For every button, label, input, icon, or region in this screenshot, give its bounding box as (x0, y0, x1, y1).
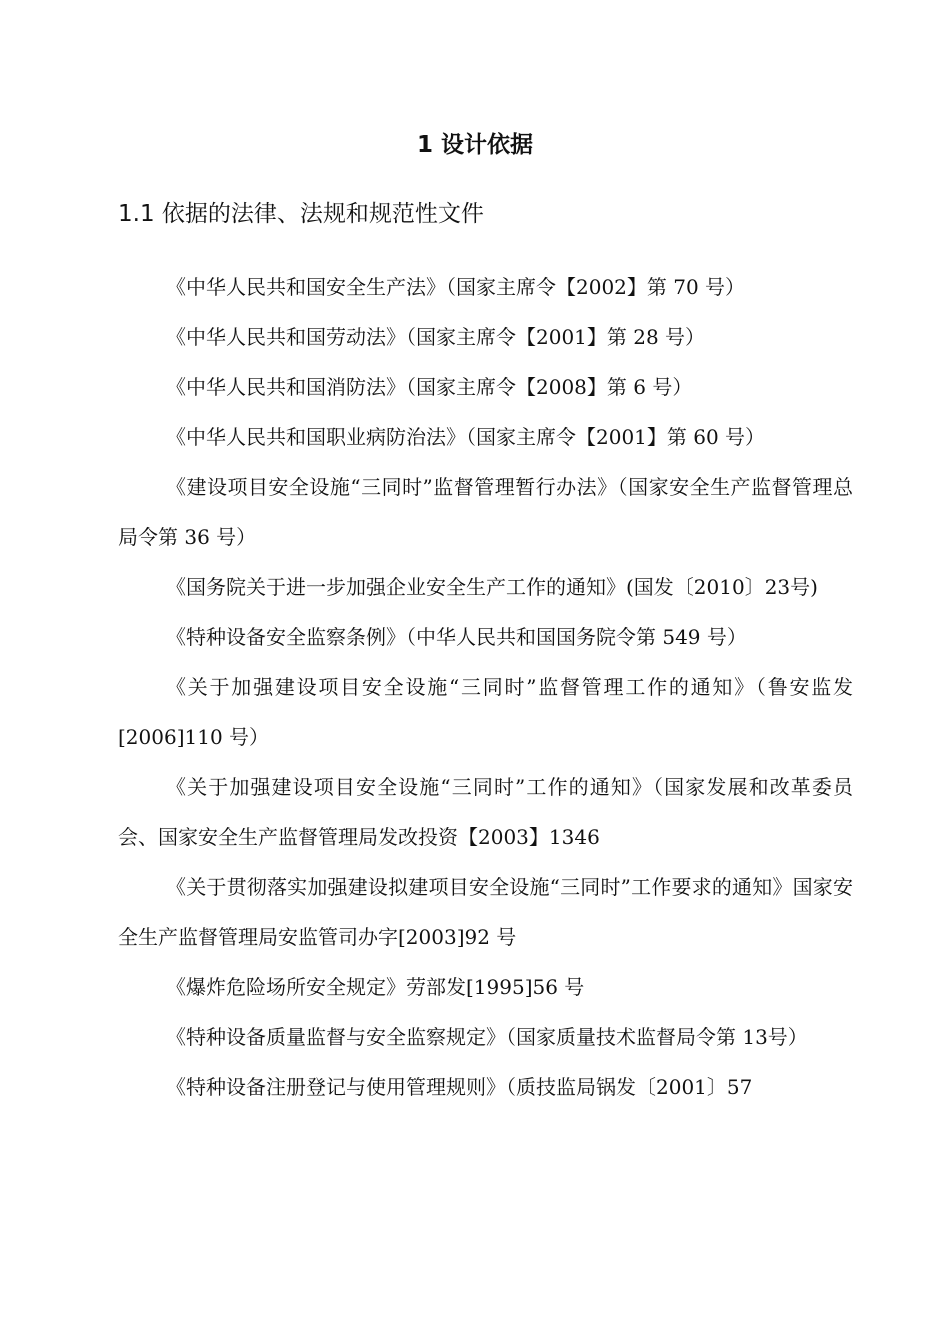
reference-item: 《特种设备安全监察条例》（中华人民共和国国务院令第 549 号） (166, 625, 747, 649)
reference-item: 《特种设备质量监督与安全监察规定》（国家质量技术监督局令第 13号） (166, 1025, 808, 1049)
reference-item: 《建设项目安全设施“三同时”监督管理暂行办法》（国家安全生产监督管理总局令第 36 号） (118, 475, 853, 549)
reference-item: 《中华人民共和国劳动法》（国家主席令【2001】第 28 号） (166, 325, 706, 349)
reference-item: 《中华人民共和国职业病防治法》（国家主席令【2001】第 60 号） (166, 425, 766, 449)
reference-item: 《爆炸危险场所安全规定》劳部发[1995]56 号 (166, 975, 585, 999)
reference-item: 《关于加强建设项目安全设施“三同时”监督管理工作的通知》（鲁安监发[2006]110 号） (118, 675, 853, 749)
reference-item: 《关于贯彻落实加强建设拟建项目安全设施“三同时”工作要求的通知》国家安全生产监督管理局安监管司办字[2003]92 号 (118, 875, 853, 949)
section-title: 1.1 依据的法律、法规和规范性文件 (118, 201, 484, 227)
reference-item: 《中华人民共和国安全生产法》（国家主席令【2002】第 70 号） (166, 275, 746, 299)
reference-list (118, 262, 853, 1112)
chapter-title: 1 设计依据 (416, 132, 533, 158)
reference-item: 《中华人民共和国消防法》（国家主席令【2008】第 6 号） (166, 375, 693, 399)
reference-item: 《国务院关于进一步加强企业安全生产工作的通知》(国发〔2010〕23号) (166, 575, 818, 599)
reference-item: 《特种设备注册登记与使用管理规则》（质技监局锅发〔2001〕57 (166, 1075, 753, 1099)
reference-item: 《关于加强建设项目安全设施“三同时”工作的通知》（国家发展和改革委员会、国家安全生产监督管理局发改投资【2003】1346 (118, 775, 853, 849)
